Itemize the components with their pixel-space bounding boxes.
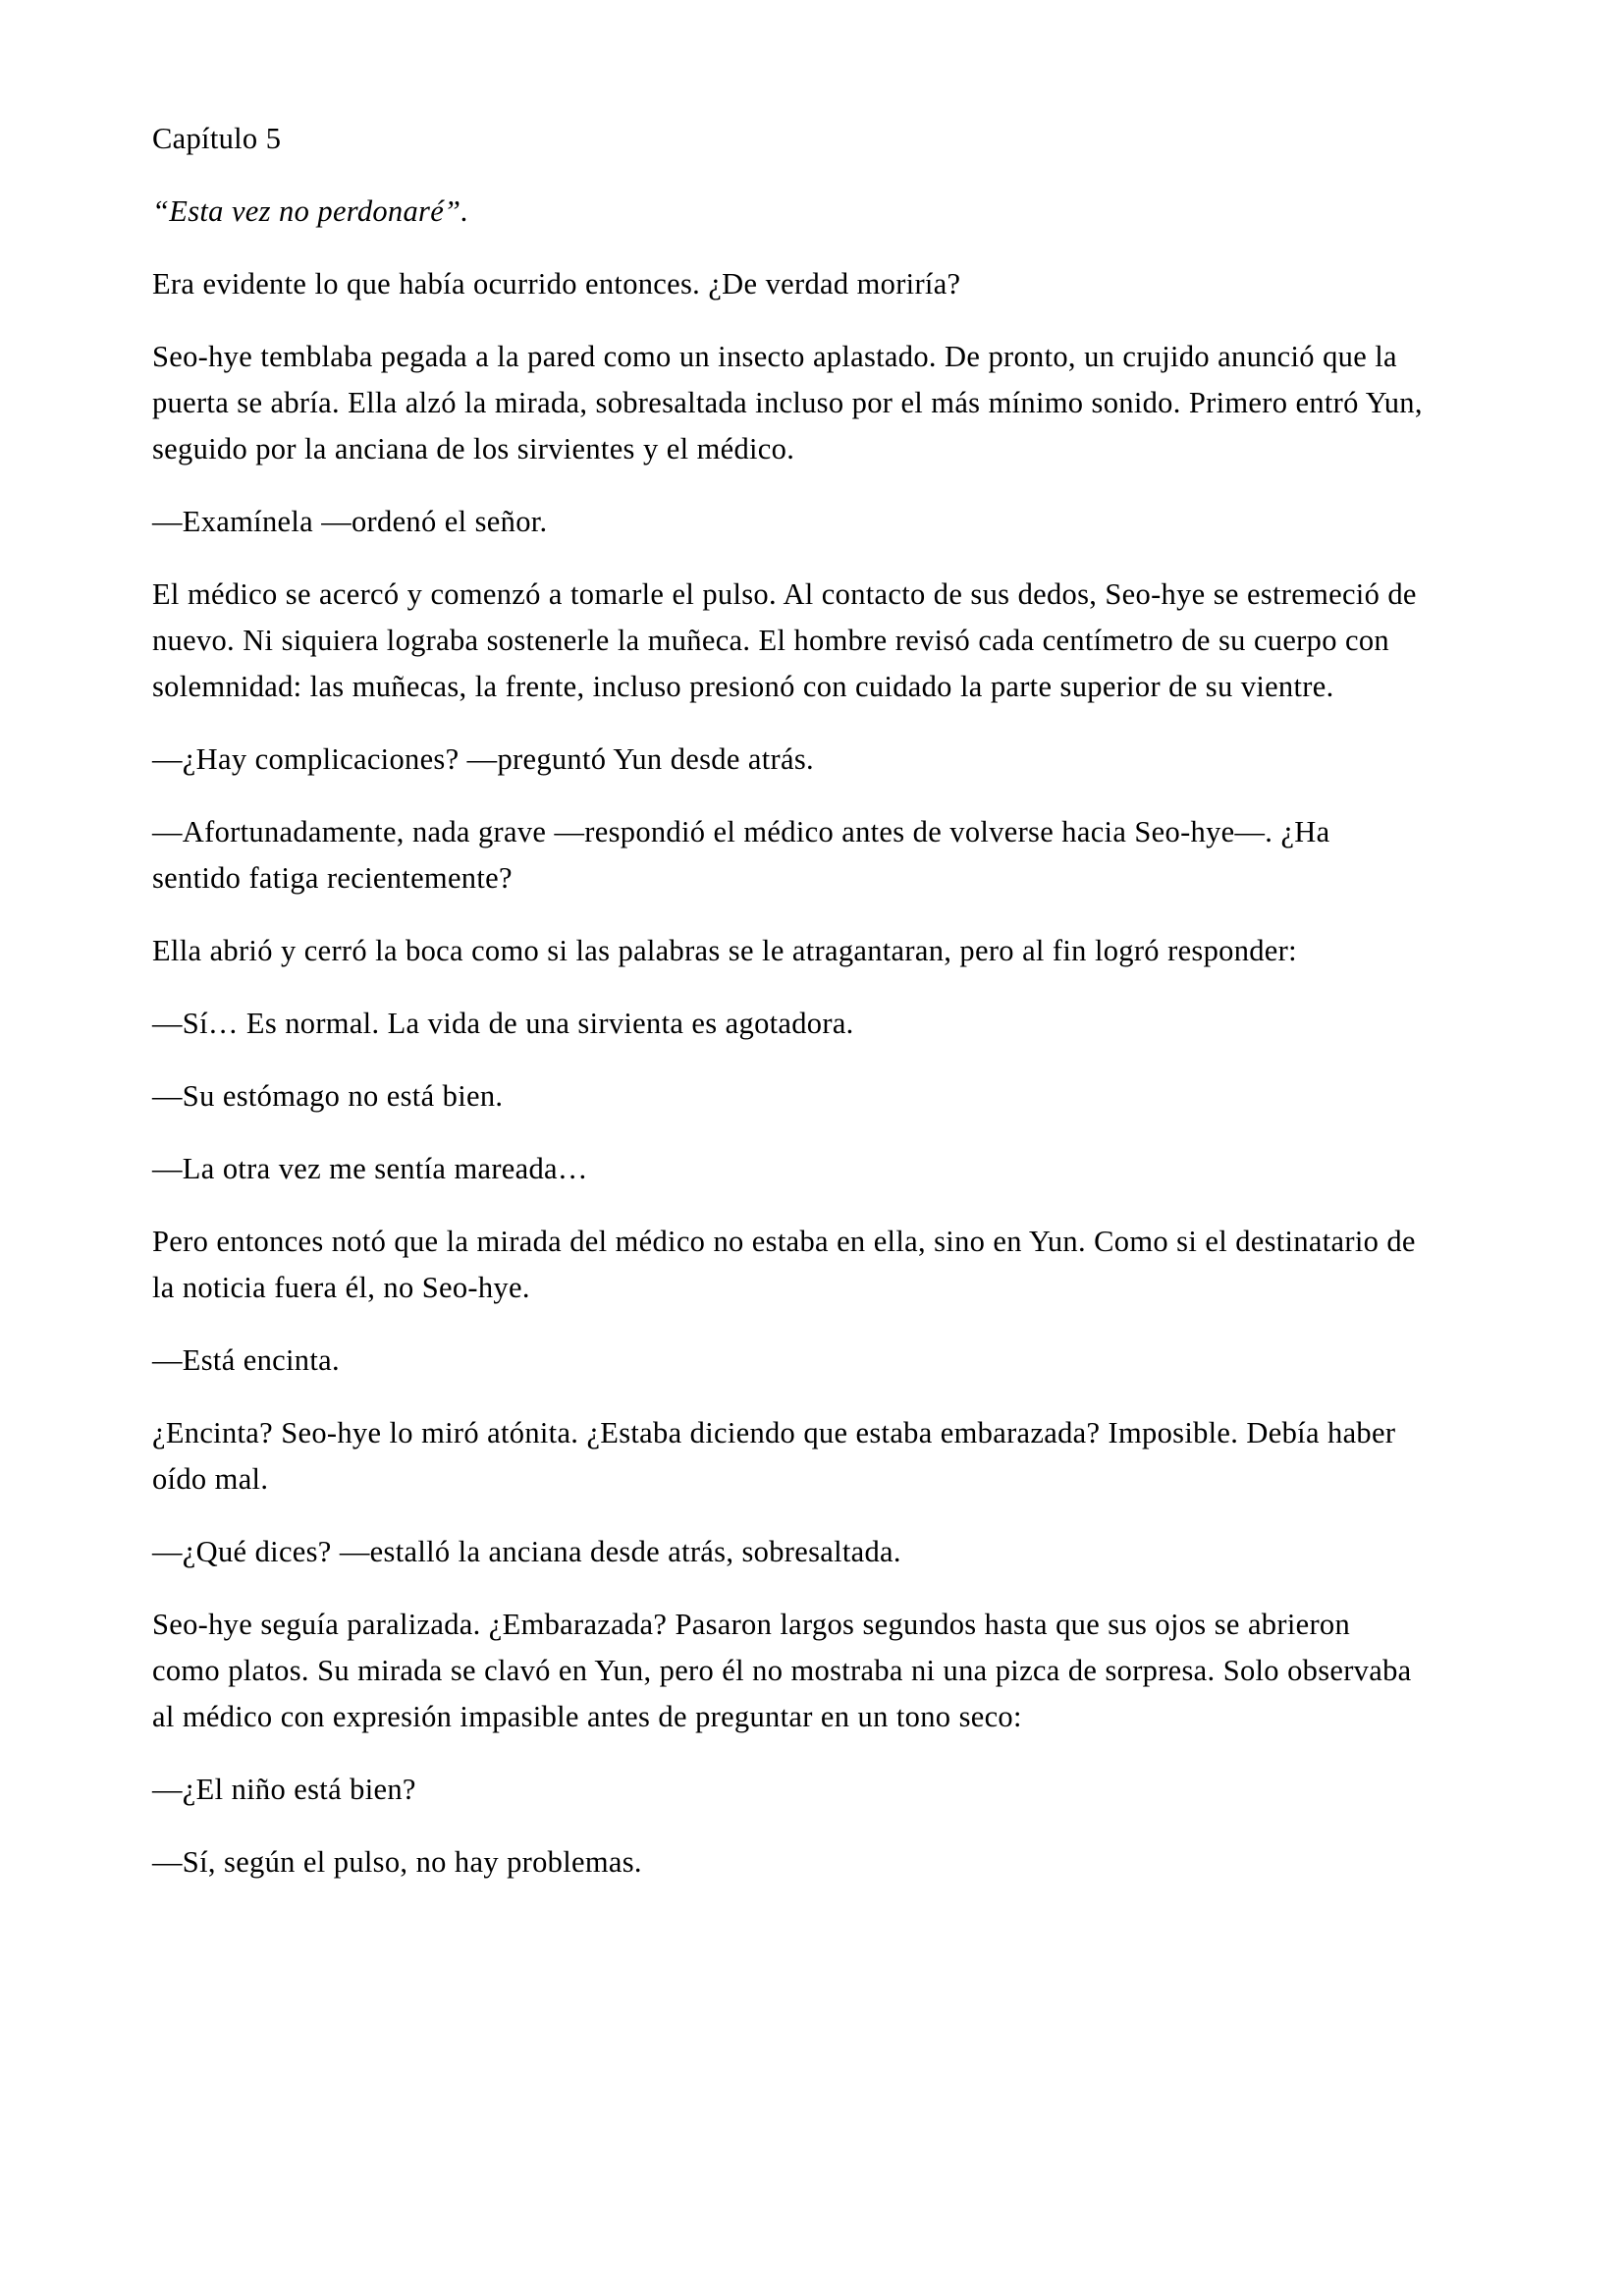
paragraph-15: Seo-hye seguía paralizada. ¿Embarazada? Pasaron largos segundos hasta que sus ojos se abrieron como platos. Su mirada se clavó en Yun, pero él no mostraba ni una pizca de sorpresa. Solo observaba al médico con expresión impasible antes de preguntar en un tono seco:	[152, 1608, 1412, 1733]
paragraph-11: Pero entonces notó que la mirada del médico no estaba en ella, sino en Yun. Como si el destinatario de la noticia fuera él, no Seo-hye.	[152, 1225, 1416, 1304]
paragraph-3: —Examínela —ordenó el señor.	[152, 505, 548, 538]
paragraph-7: Ella abrió y cerró la boca como si las palabras se le atragantaran, pero al fin logró responder:	[152, 934, 1297, 967]
paragraph-16: —¿El niño está bien?	[152, 1773, 416, 1806]
chapter-title: Capítulo 5	[152, 122, 282, 155]
page-bottom-whitespace	[152, 1912, 1424, 1913]
paragraph-4: El médico se acercó y comenzó a tomarle el pulso. Al contacto de sus dedos, Seo-hye se estremeció de nuevo. Ni siquiera lograba sostenerle la muñeca. El hombre revisó cada centímetro de su cuerpo con solemnidad: las muñecas, la frente, incluso presionó con cuidado la parte superior de su vientre.	[152, 577, 1417, 703]
paragraph-6: —Afortunadamente, nada grave —respondió el médico antes de volverse hacia Seo-hye—. ¿Ha sentido fatiga recientemente?	[152, 815, 1330, 895]
paragraph-14: —¿Qué dices? —estalló la anciana desde atrás, sobresaltada.	[152, 1535, 901, 1568]
paragraph-1: Era evidente lo que había ocurrido entonces. ¿De verdad moriría?	[152, 267, 961, 301]
paragraph-13: ¿Encinta? Seo-hye lo miró atónita. ¿Estaba diciendo que estaba embarazada? Imposible. Debía haber oído mal.	[152, 1416, 1396, 1496]
epigraph-quote: “Esta vez no perdonaré”.	[152, 194, 469, 228]
paragraph-9: —Su estómago no está bien.	[152, 1079, 504, 1113]
paragraph-2: Seo-hye temblaba pegada a la pared como un insecto aplastado. De pronto, un crujido anunció que la puerta se abría. Ella alzó la mirada, sobresaltada incluso por el más mínimo sonido. Primero entró Yun, seguido por la anciana de los sirvientes y el médico.	[152, 340, 1423, 465]
document-text-column	[152, 116, 1424, 1913]
paragraph-12: —Está encinta.	[152, 1343, 340, 1377]
paragraph-17: —Sí, según el pulso, no hay problemas.	[152, 1845, 642, 1879]
paragraph-8: —Sí… Es normal. La vida de una sirvienta es agotadora.	[152, 1007, 854, 1040]
paragraph-10: —La otra vez me sentía mareada…	[152, 1152, 588, 1185]
paragraph-5: —¿Hay complicaciones? —preguntó Yun desde atrás.	[152, 742, 814, 776]
